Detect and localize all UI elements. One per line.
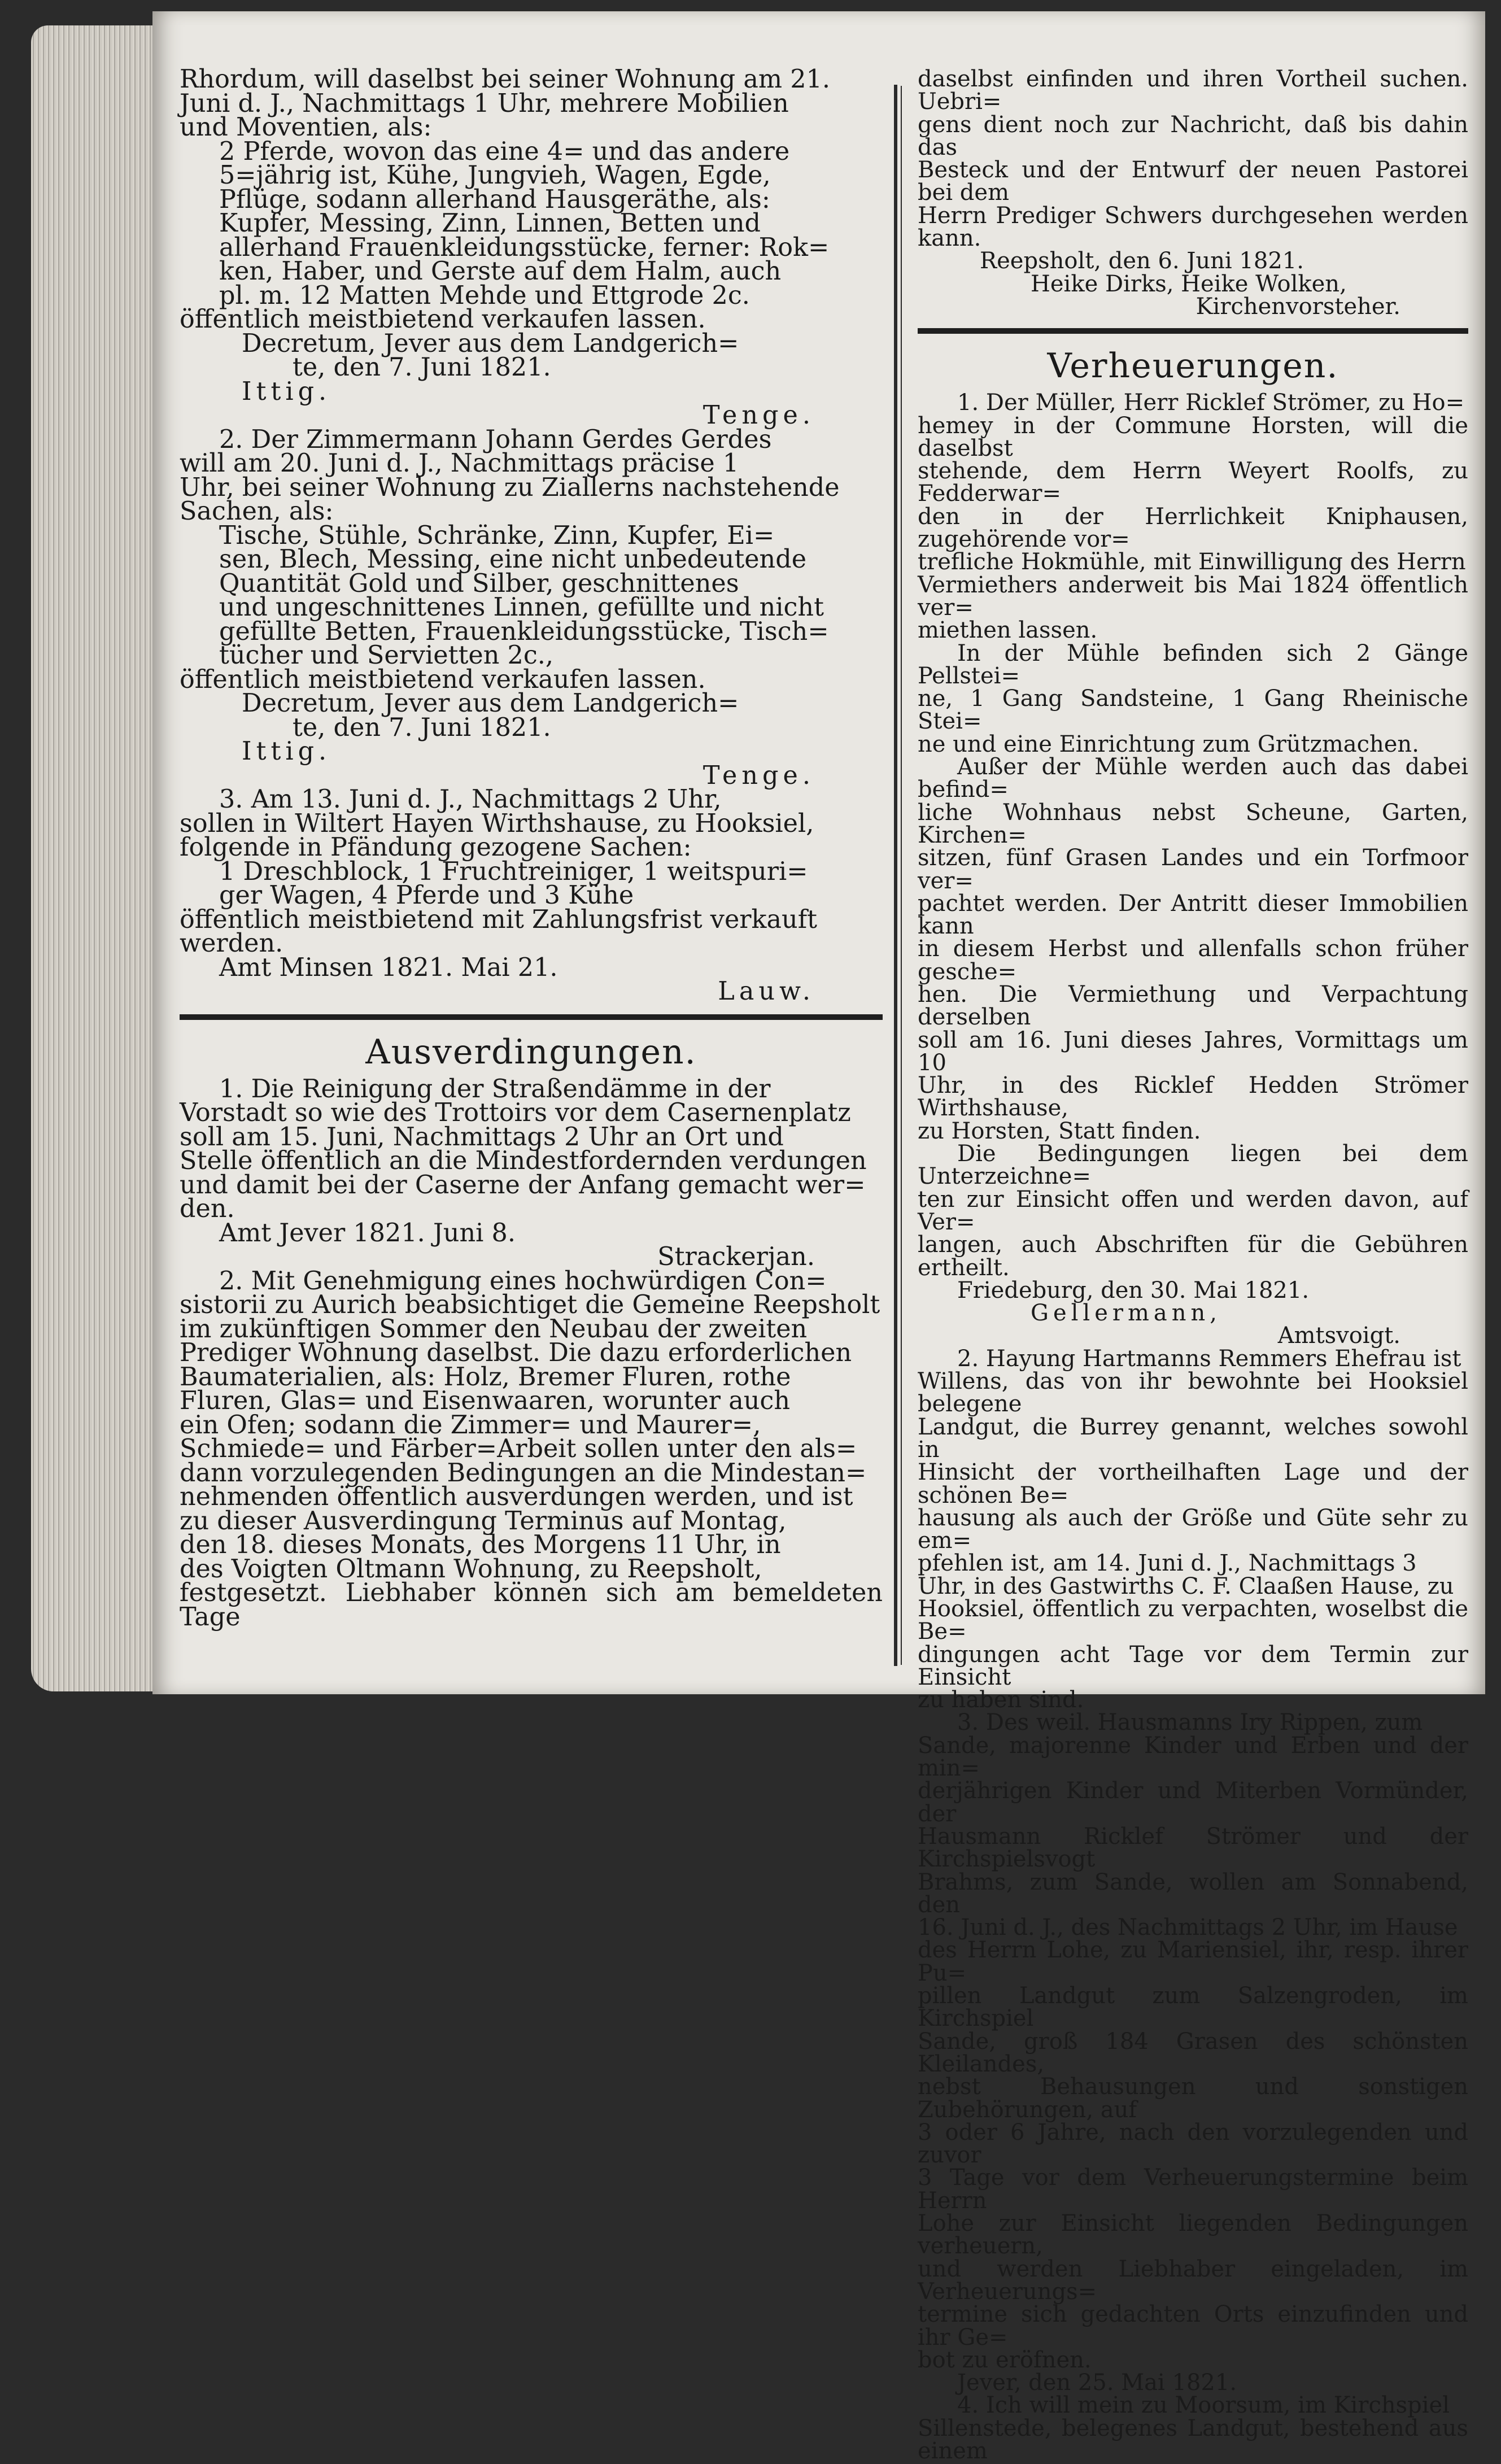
text-line: langen, auch Abschriften für die Gebühren ertheilt. — [918, 1232, 1468, 1281]
list-line: ken, Haber, und Gerste auf dem Halm, auch — [219, 257, 782, 286]
section-rule — [180, 1014, 883, 1020]
text-line: Uhr, bei seiner Wohnung zu Ziallerns nachstehende — [180, 473, 840, 502]
text-line: ten zur Einsicht offen und werden davon, auf Ver= — [918, 1186, 1468, 1235]
text-line: pillen Landgut zum Salzengroden, im Kirchspiel — [918, 1983, 1468, 2032]
decretum-line: Decretum, Jever aus dem Landgerich= — [242, 689, 739, 718]
place-date: Amt Jever 1821. Juni 8. — [219, 1218, 516, 1248]
text-line: Uhr, in des Ricklef Hedden Strömer Wirthshause, — [918, 1072, 1468, 1122]
text-line: nebst Behausungen und sonstigen Zubehörungen, auf — [918, 2074, 1468, 2123]
text-line: pachtet werden. Der Antritt dieser Immobilien kann — [918, 890, 1468, 940]
text-line: Stelle öffentlich an die Mindestfordernden verdungen — [180, 1146, 867, 1175]
text-line: ne, 1 Gang Sandsteine, 1 Gang Rheinische Stei= — [918, 686, 1468, 735]
text-line: Hooksiel, öffentlich zu verpachten, woselbst die Be= — [918, 1596, 1468, 1645]
place-date: Reepsholt, den 6. Juni 1821. — [980, 248, 1304, 274]
text-line: und Moventien, als: — [180, 113, 432, 142]
text-line: ein Ofen; sodann die Zimmer= und Maurer=, — [180, 1410, 761, 1440]
text-line: sollen in Wiltert Hayen Wirthshause, zu Hooksiel, — [180, 809, 814, 838]
list-line: Pflüge, sodann allerhand Hausgeräthe, als: — [219, 185, 770, 214]
list-line: 1 Dreschblock, 1 Fruchtreiniger, 1 weitspuri= — [219, 857, 808, 886]
right-column — [918, 68, 1468, 2462]
text-line: miethen lassen. — [918, 617, 1098, 644]
column-divider — [894, 85, 897, 1666]
text-line: soll am 15. Juni, Nachmittags 2 Uhr an Ort und — [180, 1122, 784, 1152]
text-line: Fluren, Glas= und Eisenwaaren, worunter auch — [180, 1386, 790, 1415]
signature: Strackerjan. — [657, 1242, 815, 1271]
text-line: Hausmann Ricklef Strömer und der Kirchspielsvogt — [918, 1823, 1468, 1873]
text-line: in diesem Herbst und allenfalls schon früher gesche= — [918, 936, 1468, 985]
signature: Gellermann, — [1031, 1300, 1222, 1327]
text-line: 3 Tage vor dem Verheuerungstermine beim Herrn — [918, 2165, 1468, 2214]
place-date: Jever, den 25. Mai 1821. — [957, 2370, 1237, 2396]
text-line: 4. Ich will mein zu Moorsum, im Kirchspiel — [957, 2392, 1450, 2419]
text-line: zu haben sind. — [918, 1687, 1084, 1713]
text-line: 16. Juni d. J., des Nachmittags 2 Uhr, im Hause — [918, 1914, 1458, 1941]
text-line: öffentlich meistbietend verkaufen lassen. — [180, 665, 706, 694]
list-line: 2 Pferde, wovon das eine 4= und das andere — [219, 137, 790, 166]
text-line: Die Bedingungen liegen bei dem Unterzeichne= — [918, 1141, 1468, 1190]
list-line: allerhand Frauenkleidungsstücke, ferner: Rok= — [219, 233, 830, 262]
text-line: 2. Mit Genehmigung eines hochwürdigen Con= — [219, 1266, 827, 1296]
signature: Heike Dirks, Heike Wolken, — [1031, 271, 1347, 297]
text-line: Prediger Wohnung daselbst. Die dazu erforderlichen — [180, 1338, 852, 1367]
text-line: 3. Am 13. Juni d. J., Nachmittags 2 Uhr, — [219, 785, 722, 814]
text-line: im zukünftigen Sommer den Neubau der zweiten — [180, 1314, 808, 1344]
text-line: sitzen, fünf Grasen Landes und ein Torfmoor ver= — [918, 845, 1468, 894]
list-line: tücher und Servietten 2c., — [219, 641, 554, 670]
text-line: Vermiethers anderweit bis Mai 1824 öffentlich ver= — [918, 572, 1468, 621]
left-column — [180, 65, 883, 1632]
text-line: 3. Des weil. Hausmanns Iry Rippen, zum — [957, 1709, 1423, 1736]
text-line: soll am 16. Juni dieses Jahres, Vormittags um 10 — [918, 1027, 1468, 1076]
decretum-line: te, den 7. Juni 1821. — [293, 713, 551, 742]
signature: Kirchenvorsteher. — [1195, 293, 1400, 320]
signature: Tenge. — [702, 401, 815, 430]
text-line: ne und eine Einrichtung zum Grützmachen. — [918, 731, 1419, 757]
text-line: den 18. dieses Monats, des Morgens 11 Uhr, in — [180, 1530, 781, 1559]
notice-pfaendung — [180, 785, 883, 1006]
text-line: Sande, groß 184 Grasen des schönsten Kleilandes, — [918, 2028, 1468, 2077]
text-line: hausung als auch der Größe und Güte sehr zu em= — [918, 1504, 1468, 1554]
text-line: Willens, das von ihr bewohnte bei Hooksiel belegene — [918, 1368, 1468, 1418]
signature: Ittig. — [242, 737, 331, 766]
text-line: bot zu eröfnen. — [918, 2347, 1092, 2373]
signature: Tenge. — [702, 761, 815, 790]
notice-moorsum — [918, 2394, 1468, 2462]
list-line: 5=jährig ist, Kühe, Jungvieh, Wagen, Egde, — [219, 161, 771, 190]
section-rule — [918, 328, 1468, 334]
list-line: gefüllte Betten, Frauenkleidungsstücke, Tisch= — [219, 617, 829, 646]
text-line: 2. Der Zimmermann Johann Gerdes Gerdes — [219, 425, 772, 454]
text-line: dingungen acht Tage vor dem Termin zur Einsicht — [918, 1641, 1468, 1690]
text-line: folgende in Pfändung gezogene Sachen: — [180, 833, 692, 862]
text-line: pfehlen ist, am 14. Juni d. J., Nachmittags 3 — [918, 1550, 1417, 1577]
text-line: 2. Hayung Hartmanns Remmers Ehefrau ist — [957, 1345, 1461, 1372]
text-line: In der Mühle befinden sich 2 Gänge Pellstei= — [918, 640, 1468, 689]
place-date: Friedeburg, den 30. Mai 1821. — [957, 1277, 1310, 1303]
text-line: nehmenden öffentlich ausverdungen werden, und ist — [180, 1482, 853, 1511]
signature: Ittig. — [242, 377, 331, 406]
place-date: Amt Minsen 1821. Mai 21. — [219, 953, 558, 982]
text-line: Lohe zur Einsicht liegenden Bedingungen verheuern, — [918, 2210, 1468, 2260]
text-line: sistorii zu Aurich beabsichtiget die Gemeine Reepsholt — [180, 1290, 880, 1319]
list-line: Quantität Gold und Silber, geschnittenes — [219, 569, 739, 598]
text-line: und werden Liebhaber eingeladen, im Verheuerungs= — [918, 2256, 1468, 2305]
text-line: Besteck und der Entwurf der neuen Pastorei bei dem — [918, 157, 1468, 206]
decretum-line: Decretum, Jever aus dem Landgerich= — [242, 329, 739, 358]
text-line: dann vorzulegenden Bedingungen an die Mindestan= — [180, 1458, 867, 1488]
text-line: Sachen, als: — [180, 497, 334, 526]
notice-rhordum — [180, 65, 883, 430]
text-line: Außer der Mühle werden auch das dabei befind= — [918, 754, 1468, 803]
book-page-edges — [31, 25, 161, 1691]
text-line: öffentlich meistbietend mit Zahlungsfrist verkauft — [180, 905, 818, 934]
text-line: 3 oder 6 Jahre, nach den vorzulegenden und zuvor — [918, 2119, 1468, 2169]
text-line: Sande, majorenne Kinder und Erben und der min= — [918, 1732, 1468, 1782]
text-line: Hinsicht der vortheilhaften Lage und der schönen Be= — [918, 1459, 1468, 1508]
text-line: und damit bei der Caserne der Anfang gemacht wer= — [180, 1170, 866, 1200]
text-line: 1. Die Reinigung der Straßendämme in der — [219, 1074, 771, 1104]
section-heading-verheuerungen: Verheuerungen. — [1047, 346, 1339, 386]
text-line: Vorstadt so wie des Trottoirs vor dem Casernenplatz — [180, 1098, 851, 1127]
text-line: Rhordum, will daselbst bei seiner Wohnung am 21. — [180, 65, 831, 94]
list-line: sen, Blech, Messing, eine nicht unbedeutende — [219, 545, 807, 574]
list-line: pl. m. 12 Matten Mehde und Ettgrode 2c. — [219, 281, 750, 310]
text-line: zu Horsten, Statt finden. — [918, 1118, 1201, 1144]
text-line: hemey in der Commune Horsten, will die daselbst — [918, 412, 1468, 461]
list-line: Tische, Stühle, Schränke, Zinn, Kupfer, Ei= — [219, 521, 775, 550]
text-line: festgesetzt. Liebhaber können sich am bemeldeten Tage — [180, 1578, 883, 1632]
notice-zimmermann — [180, 425, 883, 790]
text-line: Landgut, die Burrey genannt, welches sowohl in — [918, 1414, 1468, 1463]
text-line: will am 20. Juni d. J., Nachmittags präcise 1 — [180, 449, 739, 478]
notice-continuation — [918, 68, 1468, 318]
text-line: daselbst einfinden und ihren Vortheil suchen. Uebri= — [918, 66, 1468, 115]
text-line: öffentlich meistbietend verkaufen lassen. — [180, 305, 706, 334]
text-line: den. — [180, 1194, 235, 1223]
signature: Amtsvoigt. — [1277, 1323, 1400, 1349]
text-line: Herrn Prediger Schwers durchgesehen werden kann. — [918, 202, 1468, 252]
text-line: hen. Die Vermiethung und Verpachtung derselben — [918, 981, 1468, 1031]
text-line: des Herrn Lohe, zu Mariensiel, ihr, resp. ihrer Pu= — [918, 1937, 1468, 1986]
list-line: und ungeschnittenes Linnen, gefüllte und nicht — [219, 593, 824, 622]
notice-strassendaemme — [180, 1074, 883, 1271]
text-line: derjährigen Kinder und Miterben Vormünder, der — [918, 1778, 1468, 1827]
text-line: liche Wohnhaus nebst Scheune, Garten, Kirchen= — [918, 799, 1468, 848]
text-line: den in der Herrlichkeit Kniphausen, zugehörende vor= — [918, 503, 1468, 553]
list-line: ger Wagen, 4 Pferde und 3 Kühe — [219, 881, 634, 910]
notice-landgut-burrey — [918, 1347, 1468, 1712]
list-line: Kupfer, Messing, Zinn, Linnen, Betten und — [219, 209, 761, 238]
text-line: trefliche Hokmühle, mit Einwilligung des Herrn — [918, 549, 1466, 575]
text-line: termine sich gedachten Orts einzufinden und ihr Ge= — [918, 2301, 1468, 2350]
text-line: werden. — [180, 929, 283, 958]
text-line: Uhr, in des Gastwirths C. F. Claaßen Hause, zu — [918, 1573, 1454, 1599]
text-line: Sillenstede, belegenes Landgut, bestehend aus einem — [918, 2415, 1468, 2464]
section-heading-ausverdingungen: Ausverdingungen. — [365, 1032, 697, 1072]
notice-salzengroden — [918, 1711, 1468, 2394]
decretum-line: te, den 7. Juni 1821. — [293, 353, 551, 382]
text-line: stehende, dem Herrn Weyert Roolfs, zu Fedderwar= — [918, 458, 1468, 507]
text-line: zu dieser Ausverdingung Terminus auf Montag, — [180, 1506, 787, 1536]
text-line: gens dient noch zur Nachricht, daß bis dahin das — [918, 111, 1468, 160]
text-line: 1. Der Müller, Herr Ricklef Strömer, zu Ho= — [957, 390, 1465, 416]
signature: Lauw. — [718, 977, 815, 1006]
text-line: des Voigten Oltmann Wohnung, zu Reepsholt, — [180, 1554, 762, 1584]
text-line: Juni d. J., Nachmittags 1 Uhr, mehrere Mobilien — [180, 89, 789, 118]
text-line: Brahms, zum Sande, wollen am Sonnabend, den — [918, 1869, 1468, 1918]
text-line: Schmiede= und Färber=Arbeit sollen unter den als= — [180, 1434, 857, 1463]
text-line: Baumaterialien, als: Holz, Bremer Fluren, rothe — [180, 1362, 791, 1392]
notice-muehle — [918, 391, 1468, 1347]
notice-prediger-wohnung — [180, 1266, 883, 1632]
